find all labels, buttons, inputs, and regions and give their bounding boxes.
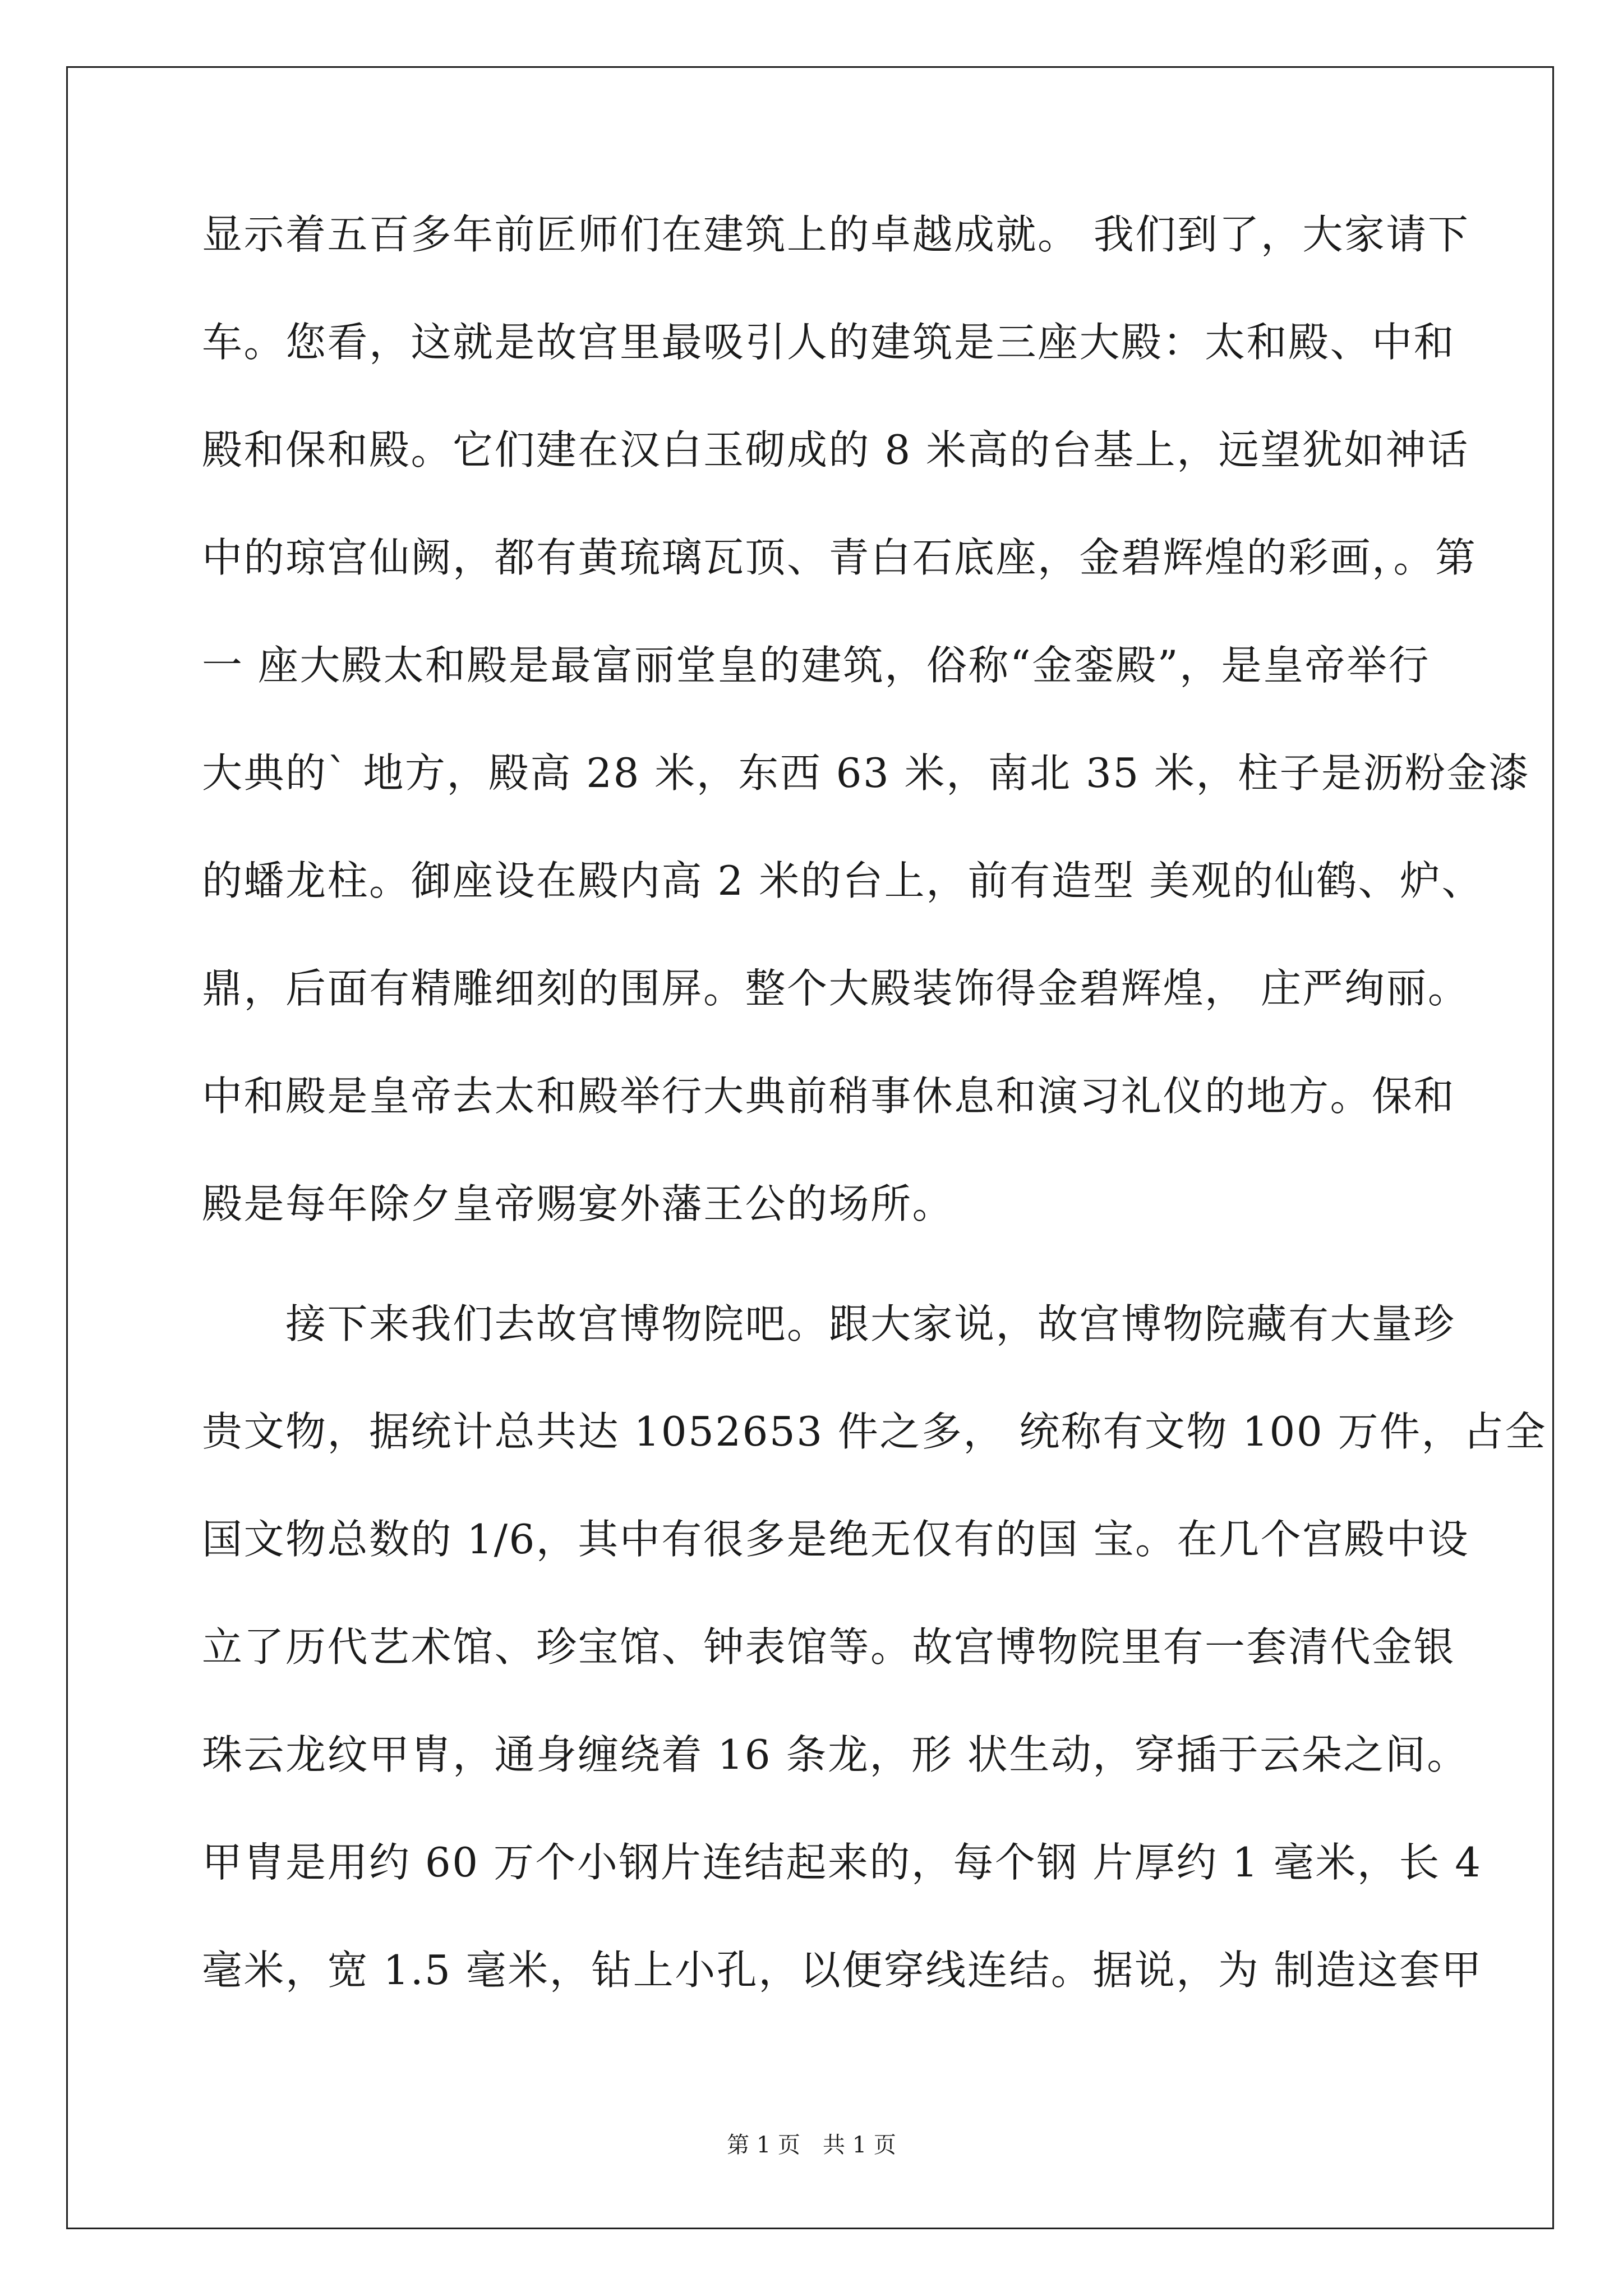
text-line: 毫米，宽 1.5 毫米，钻上小孔，以便穿线连结。据说，为 制造这套甲 [202, 1947, 1483, 1994]
text-line: 的蟠龙柱。御座设在殿内高 2 米的台上，前有造型 美观的仙鹤、炉、 [202, 857, 1483, 904]
text-line: 殿和保和殿。它们建在汉白玉砌成的 8 米高的台基上，远望犹如神话 [202, 426, 1469, 473]
text-line: 接下来我们去故宫博物院吧。跟大家说，故宫博物院藏有大量珍 [202, 1300, 1456, 1347]
text-line: 殿是每年除夕皇帝赐宴外藩王公的场所。 [202, 1180, 955, 1227]
text-line: 中的琼宫仙阙，都有黄琉璃瓦顶、青白石底座，金碧辉煌的彩画，。第 [202, 534, 1477, 581]
text-line: 珠云龙纹甲胄，通身缠绕着 16 条龙，形 状生动，穿插于云朵之间。 [202, 1731, 1469, 1778]
paragraph-2 [202, 1297, 1547, 2051]
text-line: 鼎，后面有精雕细刻的围屏。整个大殿装饰得金碧辉煌， 庄严绚丽。 [202, 965, 1470, 1012]
text-line: 一 座大殿太和殿是最富丽堂皇的建筑，俗称“金銮殿”，是皇帝举行 [202, 642, 1431, 689]
text-line: 立了历代艺术馆、珍宝馆、钟表馆等。故宫博物院里有一套清代金银 [202, 1623, 1456, 1671]
paragraph-1 [202, 208, 1530, 1285]
text-line: 中和殿是皇帝去太和殿举行大典前稍事休息和演习礼仪的地方。保和 [202, 1073, 1456, 1120]
text-line: 大典的` 地方，殿高 28 米，东西 63 米，南北 35 米，柱子是沥粉金漆 [202, 749, 1530, 797]
paragraph-spacer [202, 1285, 1441, 1297]
text-line: 贵文物，据统计总共达 1052653 件之多， 统称有文物 100 万件，占全 [202, 1408, 1547, 1455]
page-number-footer: 第 1 页 共 1 页 [727, 2132, 896, 2158]
text-line: 甲胄是用约 60 万个小钢片连结起来的，每个钢 片厚约 1 毫米，长 4 [202, 1839, 1482, 1886]
document-body [202, 208, 1547, 2051]
text-line: 车。您看，这就是故宫里最吸引人的建筑是三座大殿：太和殿、中和 [202, 319, 1456, 366]
text-line: 显示着五百多年前匠师们在建筑上的卓越成就。 我们到了，大家请下 [202, 211, 1470, 258]
text-line: 国文物总数的 1/6，其中有很多是绝无仅有的国 宝。在几个宫殿中设 [202, 1516, 1470, 1563]
